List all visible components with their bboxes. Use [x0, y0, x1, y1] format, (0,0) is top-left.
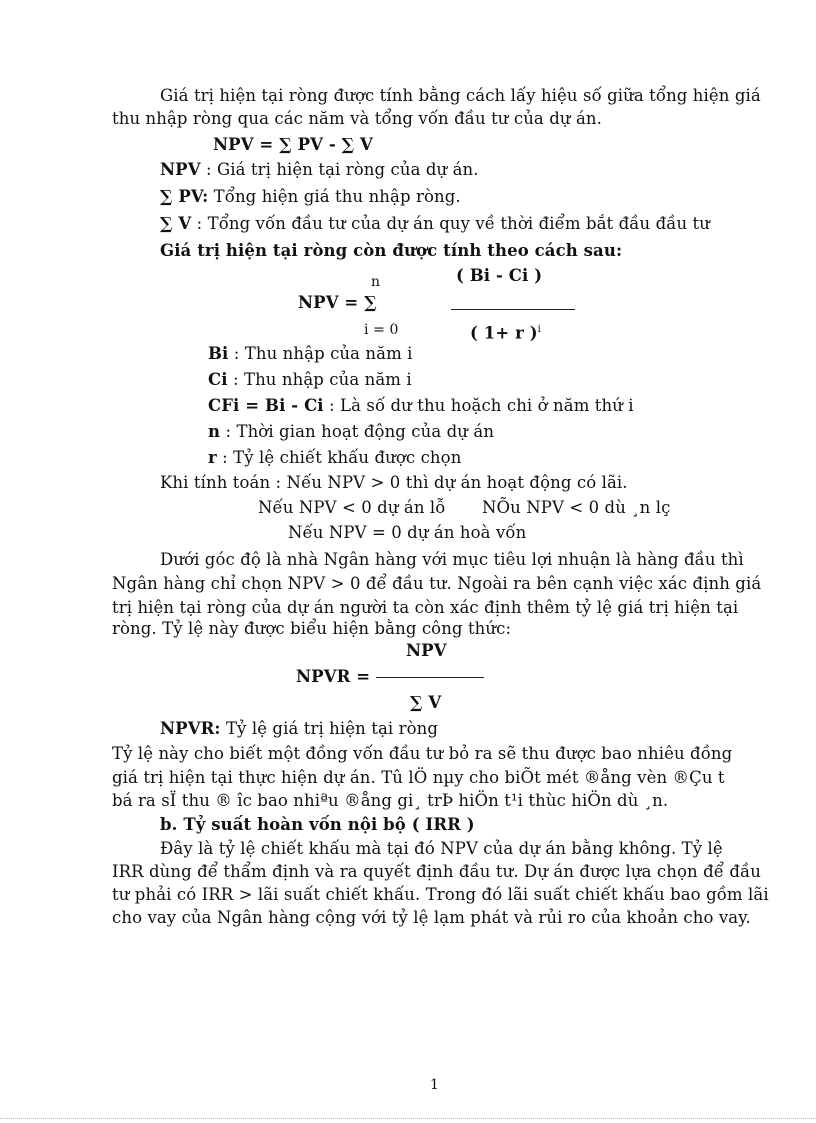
definition-text: : Tỷ lệ chiết khấu được chọn	[216, 448, 462, 467]
npvr-fraction-bar	[376, 677, 484, 678]
heading-irr: b. Tỷ suất hoàn vốn nội bộ ( IRR )	[160, 815, 475, 834]
paragraph-4-line-2: IRR dùng để thẩm định và ra quyết định đầu tư. Dự án được lựa chọn để đầu	[112, 862, 761, 881]
definition-ci	[208, 368, 412, 392]
page-bottom-divider	[0, 1118, 816, 1119]
paragraph-3-line-3: bá ra sÏ thu ® îc bao nhiªu ®ång gi¸ trÞ hiÖn t¹i thùc hiÖn dù ¸n.	[112, 791, 669, 810]
definition-text: : Là số dư thu hoặch chi ở năm thứ i	[323, 396, 634, 415]
formula-npvr: NPVR =	[296, 667, 371, 686]
definition-cfi	[208, 394, 634, 418]
paragraph-2-line-3: trị hiện tại ròng của dự án người ta còn xác định thêm tỷ lệ giá trị hiện tại	[112, 598, 739, 617]
paragraph-1-line-2: thu nhập ròng qua các năm và tổng vốn đầu tư của dự án.	[112, 109, 602, 128]
definition-npvr	[160, 717, 438, 741]
fraction-bar	[451, 309, 575, 310]
paragraph-1-line-1: Giá trị hiện tại ròng được tính bằng cách lấy hiệu số giữa tổng hiện giá	[160, 86, 761, 105]
definition-term: NPV	[160, 160, 201, 179]
denominator-exponent: i	[537, 324, 541, 335]
definition-term: ∑ PV:	[160, 187, 209, 206]
definition-term: n	[208, 422, 221, 441]
definition-text: : Giá trị hiện tại ròng của dự án.	[200, 160, 479, 179]
definition-text: : Tổng vốn đầu tư của dự án quy về thời điểm bắt đầu đầu tư	[191, 214, 710, 233]
sum-upper-limit: n	[371, 274, 381, 290]
paragraph-3-line-2: giá trị hiện tại thực hiện dự án. Tû lÖ nµy cho biÕt mét ®ång vèn ®Çu t	[112, 768, 725, 787]
definition-term: ∑ V	[160, 214, 192, 233]
calc-line-2b: NÕu NPV < 0 dù ¸n lç	[482, 498, 671, 517]
calc-line-2a: Nếu NPV < 0 dự án lỗ	[258, 498, 446, 517]
definition-r	[208, 446, 461, 470]
paragraph-4-line-1: Đây là tỷ lệ chiết khấu mà tại đó NPV của dự án bằng không. Tỷ lệ	[160, 839, 723, 858]
page-number: 1	[430, 1077, 440, 1093]
formula-npv-simple: NPV = ∑ PV - ∑ V	[213, 135, 373, 154]
definition-text: Tỷ lệ giá trị hiện tại ròng	[220, 719, 439, 738]
definition-text: : Thu nhập của năm i	[227, 370, 412, 389]
heading-alternative-formula: Giá trị hiện tại ròng còn được tính theo cách sau:	[160, 241, 623, 260]
paragraph-2-line-1: Dưới góc độ là nhà Ngân hàng với mục tiêu lợi nhuận là hàng đầu thì	[160, 550, 744, 569]
definition-bi	[208, 342, 413, 366]
calc-line-3: Nếu NPV = 0 dự án hoà vốn	[288, 523, 527, 542]
definition-text: : Thu nhập của năm i	[228, 344, 413, 363]
formula-numerator-bi-ci: ( Bi - Ci )	[456, 266, 543, 285]
definition-n	[208, 420, 494, 444]
npvr-numerator: NPV	[406, 641, 447, 660]
definition-text: Tổng hiện giá thu nhập ròng.	[208, 187, 461, 206]
definition-text: : Thời gian hoạt động của dự án	[220, 422, 495, 441]
paragraph-4-line-3: tư phải có IRR > lãi suất chiết khấu. Trong đó lãi suất chiết khấu bao gồm lãi	[112, 885, 769, 904]
formula-npv-sum: NPV = ∑	[298, 293, 377, 312]
paragraph-4-line-4: cho vay của Ngân hàng cộng với tỷ lệ lạm phát và rủi ro của khoản cho vay.	[112, 908, 751, 927]
npvr-denominator: ∑ V	[410, 693, 442, 712]
definition-term: r	[208, 448, 217, 467]
definition-sum-v	[160, 212, 710, 236]
paragraph-2-line-2: Ngân hàng chỉ chọn NPV > 0 để đầu tư. Ngoài ra bên cạnh việc xác định giá	[112, 574, 762, 593]
calc-line-1: Khi tính toán : Nếu NPV > 0 thì dự án hoạt động có lãi.	[160, 473, 628, 492]
sum-lower-limit: i = 0	[364, 322, 399, 338]
paragraph-2-line-4: ròng. Tỷ lệ này được biểu hiện bằng công thức:	[112, 619, 512, 638]
formula-denominator	[470, 318, 541, 346]
definition-term: Bi	[208, 344, 229, 363]
definition-term: CFi = Bi - Ci	[208, 396, 324, 415]
definition-term: Ci	[208, 370, 228, 389]
denominator-base: ( 1+ r )	[470, 323, 538, 343]
definition-npv	[160, 158, 479, 182]
paragraph-3-line-1: Tỷ lệ này cho biết một đồng vốn đầu tư bỏ ra sẽ thu được bao nhiêu đồng	[112, 744, 733, 763]
definition-sum-pv	[160, 185, 461, 209]
definition-term: NPVR:	[160, 719, 221, 738]
